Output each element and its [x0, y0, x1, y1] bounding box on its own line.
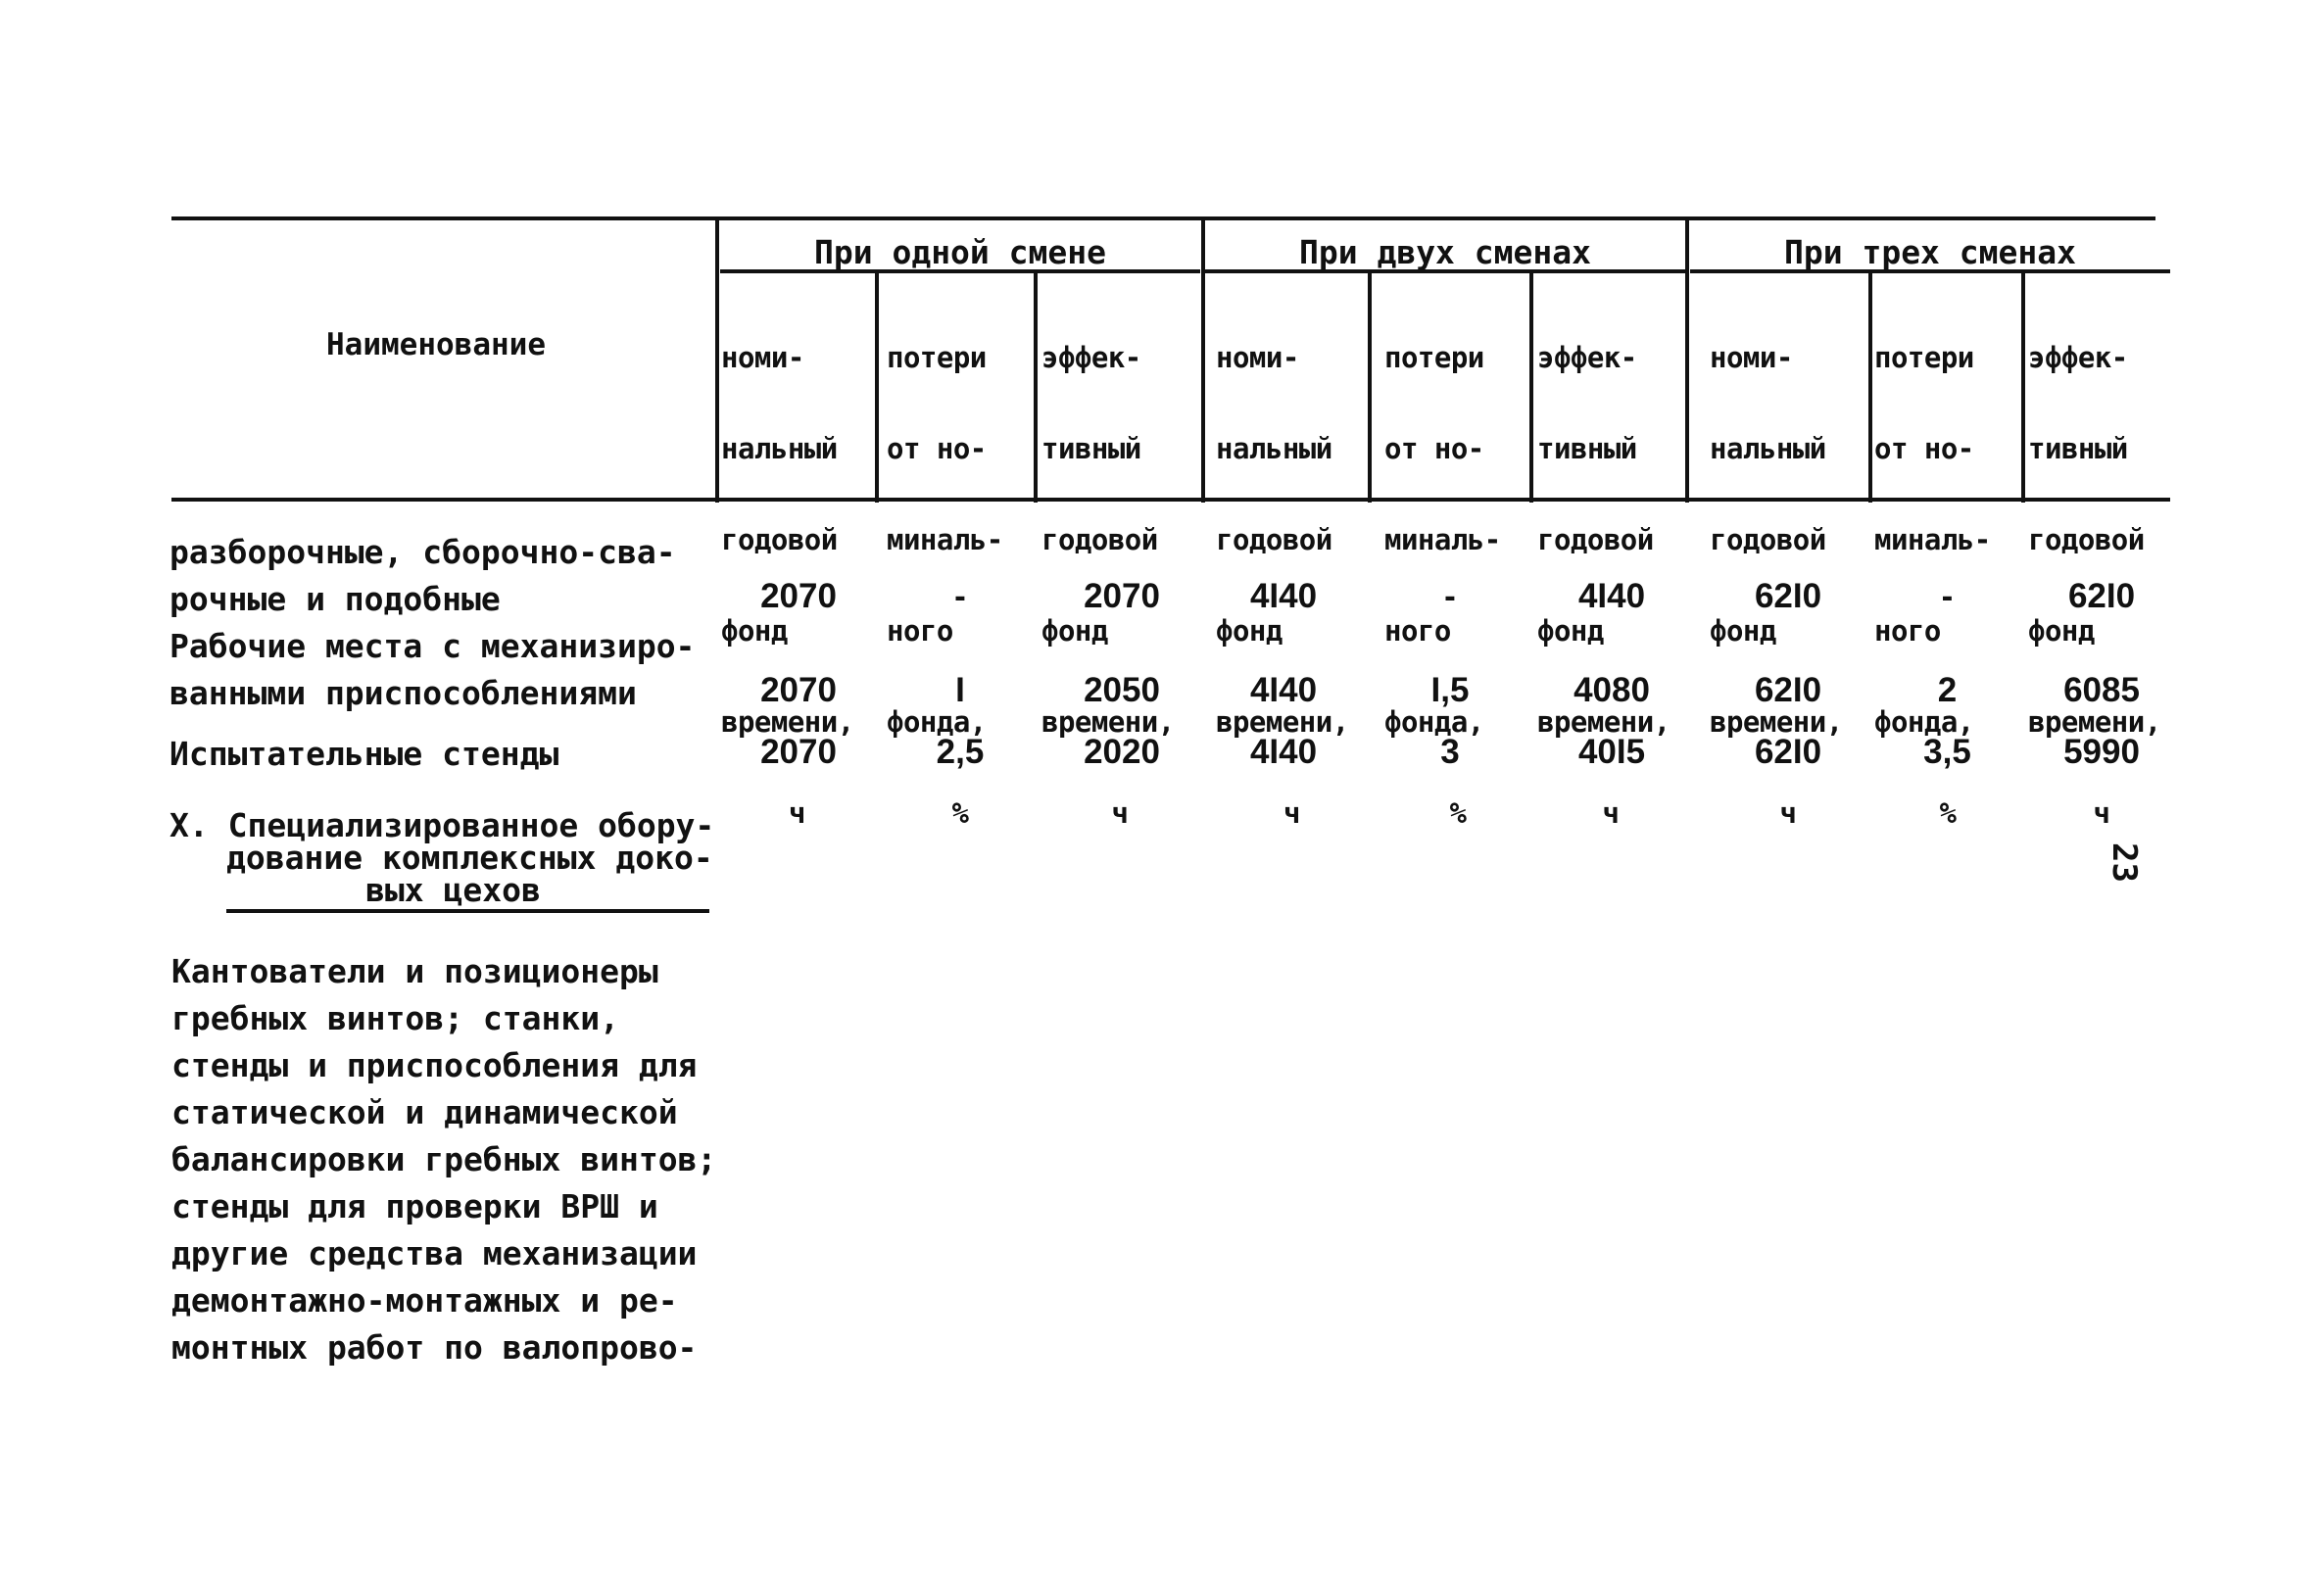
paragraph-line: другие средства механизации — [171, 1234, 698, 1273]
table-cell: 4080 — [1574, 671, 1650, 709]
table-cell: - — [954, 577, 966, 615]
subheader-line: миналь- — [1384, 523, 1501, 556]
equipment-description — [171, 948, 716, 1371]
col-rule — [875, 272, 879, 503]
table-cell: 4I40 — [1249, 577, 1318, 615]
section-heading-line: вых цехов — [365, 871, 541, 909]
table-cell: 4I40 — [1249, 671, 1318, 709]
subheader-unit: ч — [1779, 796, 1797, 830]
subheader-line: фонд — [2028, 614, 2095, 648]
subheader-unit: ч — [1111, 796, 1129, 830]
col-rule — [1685, 216, 1689, 503]
section-heading-line: дование комплексных доко- — [226, 839, 713, 877]
col-rule — [1368, 272, 1372, 503]
page-number: 23 — [2105, 842, 2144, 883]
paragraph-line: гребных винтов; станки, — [171, 999, 619, 1037]
section-heading — [169, 806, 715, 909]
table-cell: 6085 — [2063, 671, 2140, 709]
table-cell: 2070 — [1084, 577, 1160, 615]
table-cell: 4I40 — [1577, 577, 1646, 615]
section-heading-line: X. Специализированное обору- — [169, 806, 715, 844]
subheader-line: эффек- — [2028, 341, 2128, 374]
table-cell: 2070 — [760, 671, 837, 709]
subheader-line: номи- — [1216, 341, 1299, 374]
row-label: разборочные, сборочно-сва- — [169, 533, 676, 571]
subheader-unit: ч — [1602, 796, 1620, 830]
subheader-line: ного — [1384, 614, 1451, 648]
subheader-line: номи- — [1710, 341, 1793, 374]
row-label: Испытательные стенды — [169, 735, 559, 773]
table-cell: I,5 — [1430, 671, 1470, 709]
table-cell: 2,5 — [936, 733, 985, 771]
table-cell: - — [1941, 577, 1954, 615]
subheader-line: нальный — [1216, 432, 1332, 465]
table-cell: 2070 — [760, 577, 837, 615]
paragraph-line: статической и динамической — [171, 1093, 678, 1131]
subheader-line: годовой — [2028, 523, 2145, 556]
subheader-line: годовой — [1216, 523, 1332, 556]
table-top-rule — [171, 216, 2155, 220]
subheader-unit: % — [1449, 796, 1467, 830]
subheader-line: эффек- — [1537, 341, 1637, 374]
subheader-line: миналь- — [887, 523, 1003, 556]
col-rule — [1868, 272, 1872, 503]
subheader-line: тивный — [1041, 432, 1141, 465]
subheader-line: ного — [1874, 614, 1941, 648]
table-cell: 40I5 — [1577, 733, 1646, 771]
paragraph-line: балансировки гребных винтов; — [171, 1140, 717, 1178]
subheader-unit: ч — [2093, 796, 2110, 830]
subheader-line: потери — [1874, 341, 1974, 374]
subheader-line: фонд — [721, 614, 788, 648]
subheader-unit: ч — [789, 796, 805, 830]
subheader-line: фонда, — [887, 705, 987, 739]
table-cell: 4I40 — [1249, 733, 1318, 771]
paragraph-line: демонтажно-монтажных и ре- — [171, 1281, 678, 1320]
paragraph-line: Кантователи и позиционеры — [171, 952, 658, 990]
table-cell: 2070 — [760, 733, 837, 771]
subheader-line: нальный — [1710, 432, 1826, 465]
subheader-line: номи- — [721, 341, 804, 374]
group-title-three-shifts: При трех сменах — [1783, 233, 2076, 271]
group-title-two-shifts: При двух сменах — [1298, 233, 1591, 271]
table-cell: 2050 — [1084, 671, 1160, 709]
paragraph-line: стенды и приспособления для — [171, 1046, 698, 1084]
subheader-line: фонд — [1710, 614, 1776, 648]
section-underline — [226, 909, 709, 913]
subheader-line: времени, — [1710, 705, 1843, 739]
name-column-header: Наименование — [326, 327, 546, 362]
col-rule — [715, 216, 719, 503]
table-cell: 5990 — [2063, 733, 2140, 771]
row-label: Рабочие места с механизиро- — [169, 627, 696, 665]
row-label: рочные и подобные — [169, 580, 501, 618]
subheader-line: фонд — [1216, 614, 1283, 648]
col-rule — [2021, 272, 2025, 503]
paragraph-line: монтных работ по валопрово- — [171, 1328, 698, 1367]
subheader-line: миналь- — [1874, 523, 1991, 556]
subheader-unit: % — [951, 796, 969, 830]
subheader-unit: % — [1939, 796, 1957, 830]
subheader-line: времени, — [1216, 705, 1349, 739]
subheader-line: годовой — [1537, 523, 1654, 556]
subheader-line: потери — [1384, 341, 1484, 374]
subheader-line: ного — [887, 614, 953, 648]
subheader-unit: ч — [1283, 796, 1300, 830]
subheader-line: годовой — [721, 523, 838, 556]
table-cell: 3,5 — [1923, 733, 1971, 771]
subheader-line: фонда, — [1384, 705, 1484, 739]
subheader-line: от но- — [1874, 432, 1974, 465]
table-cell: I — [955, 671, 965, 709]
subheader-line: годовой — [1041, 523, 1158, 556]
subheader-line: тивный — [1537, 432, 1637, 465]
subheader-line: времени, — [2028, 705, 2161, 739]
subheader-line: от но- — [887, 432, 987, 465]
subheader-line: годовой — [1710, 523, 1826, 556]
paragraph-line: стенды для проверки ВРШ и — [171, 1187, 658, 1225]
subheader-line: потери — [887, 341, 987, 374]
subheader-line: нальный — [721, 432, 838, 465]
subheader-line: от но- — [1384, 432, 1484, 465]
table-cell: 62I0 — [1754, 671, 1822, 709]
group-title-one-shift: При одной смене — [813, 233, 1106, 271]
subheader-line: фонда, — [1874, 705, 1974, 739]
row-label: ванными приспособлениями — [169, 674, 637, 712]
subheader-line: времени, — [1537, 705, 1670, 739]
subheader-line: тивный — [2028, 432, 2128, 465]
table-cell: 2 — [1937, 671, 1958, 709]
subheader-line: эффек- — [1041, 341, 1141, 374]
subheader-line: фонд — [1041, 614, 1108, 648]
table-cell: - — [1444, 577, 1456, 615]
table-cell: 62I0 — [1754, 733, 1822, 771]
subheader-line: времени, — [1041, 705, 1175, 739]
subheader-line: фонд — [1537, 614, 1604, 648]
col-rule — [1034, 272, 1038, 503]
table-cell: 62I0 — [2067, 577, 2136, 615]
table-cell: 2020 — [1084, 733, 1160, 771]
subheader-line: времени, — [721, 705, 854, 739]
table-cell: 62I0 — [1754, 577, 1822, 615]
table-cell: 3 — [1440, 733, 1460, 771]
